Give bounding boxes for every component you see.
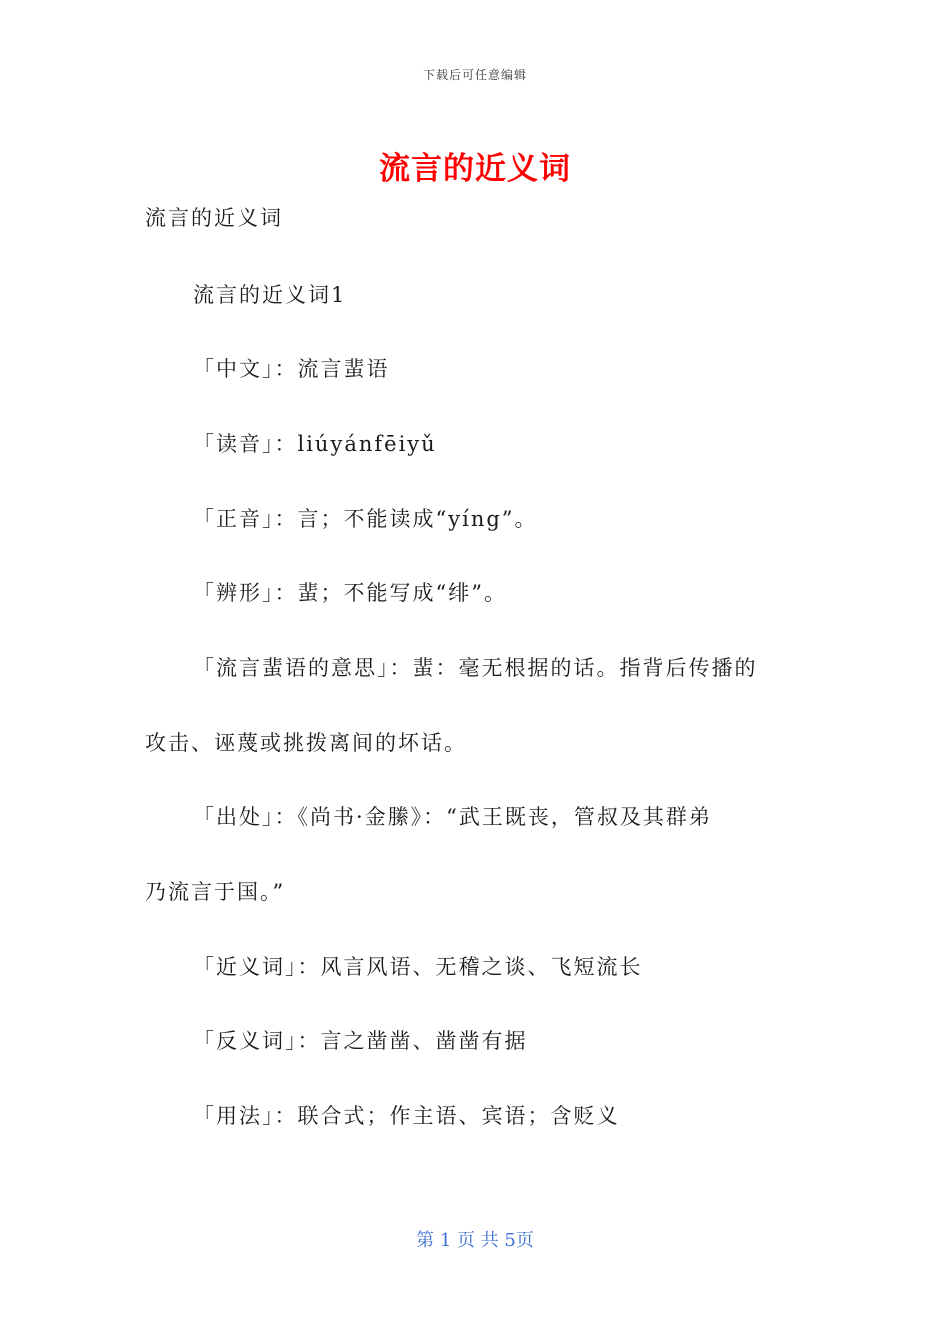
entry-form-distinction: 「辨形」：蜚；不能写成“绯”。	[193, 581, 507, 605]
entry-synonyms: 「近义词」：风言风语、无稽之谈、飞短流长	[193, 955, 643, 979]
entry-antonyms: 「反义词」：言之凿凿、凿凿有据	[193, 1029, 528, 1053]
section-heading: 流言的近义词1	[193, 283, 347, 307]
entry-usage: 「用法」：联合式；作主语、宾语；含贬义	[193, 1104, 620, 1128]
entry-source-line2: 乃流言于国。”	[145, 880, 286, 904]
entry-meaning-line2: 攻击、诬蔑或挑拨离间的坏话。	[145, 731, 467, 755]
entry-chinese: 「中文」：流言蜚语	[193, 357, 390, 381]
entry-correct-pronunciation: 「正音」：言；不能读成“yíng”。	[193, 507, 538, 531]
entry-pronunciation: 「读音」：liúyánfēiyǔ	[193, 432, 437, 456]
entry-source-line1: 「出处」：《尚书·金縢》：“武王既丧，管叔及其群弟	[193, 805, 712, 829]
paragraph-heading: 流言的近义词	[145, 206, 283, 230]
page-number-footer	[0, 1226, 950, 1252]
document-title: 流言的近义词	[379, 151, 571, 187]
entry-meaning-line1: 「流言蜚语的意思」：蜚：毫无根据的话。指背后传播的	[193, 656, 758, 680]
header-note: 下载后可任意编辑	[422, 68, 527, 82]
page-number-text: 第 1 页 共 5页	[416, 1230, 534, 1251]
